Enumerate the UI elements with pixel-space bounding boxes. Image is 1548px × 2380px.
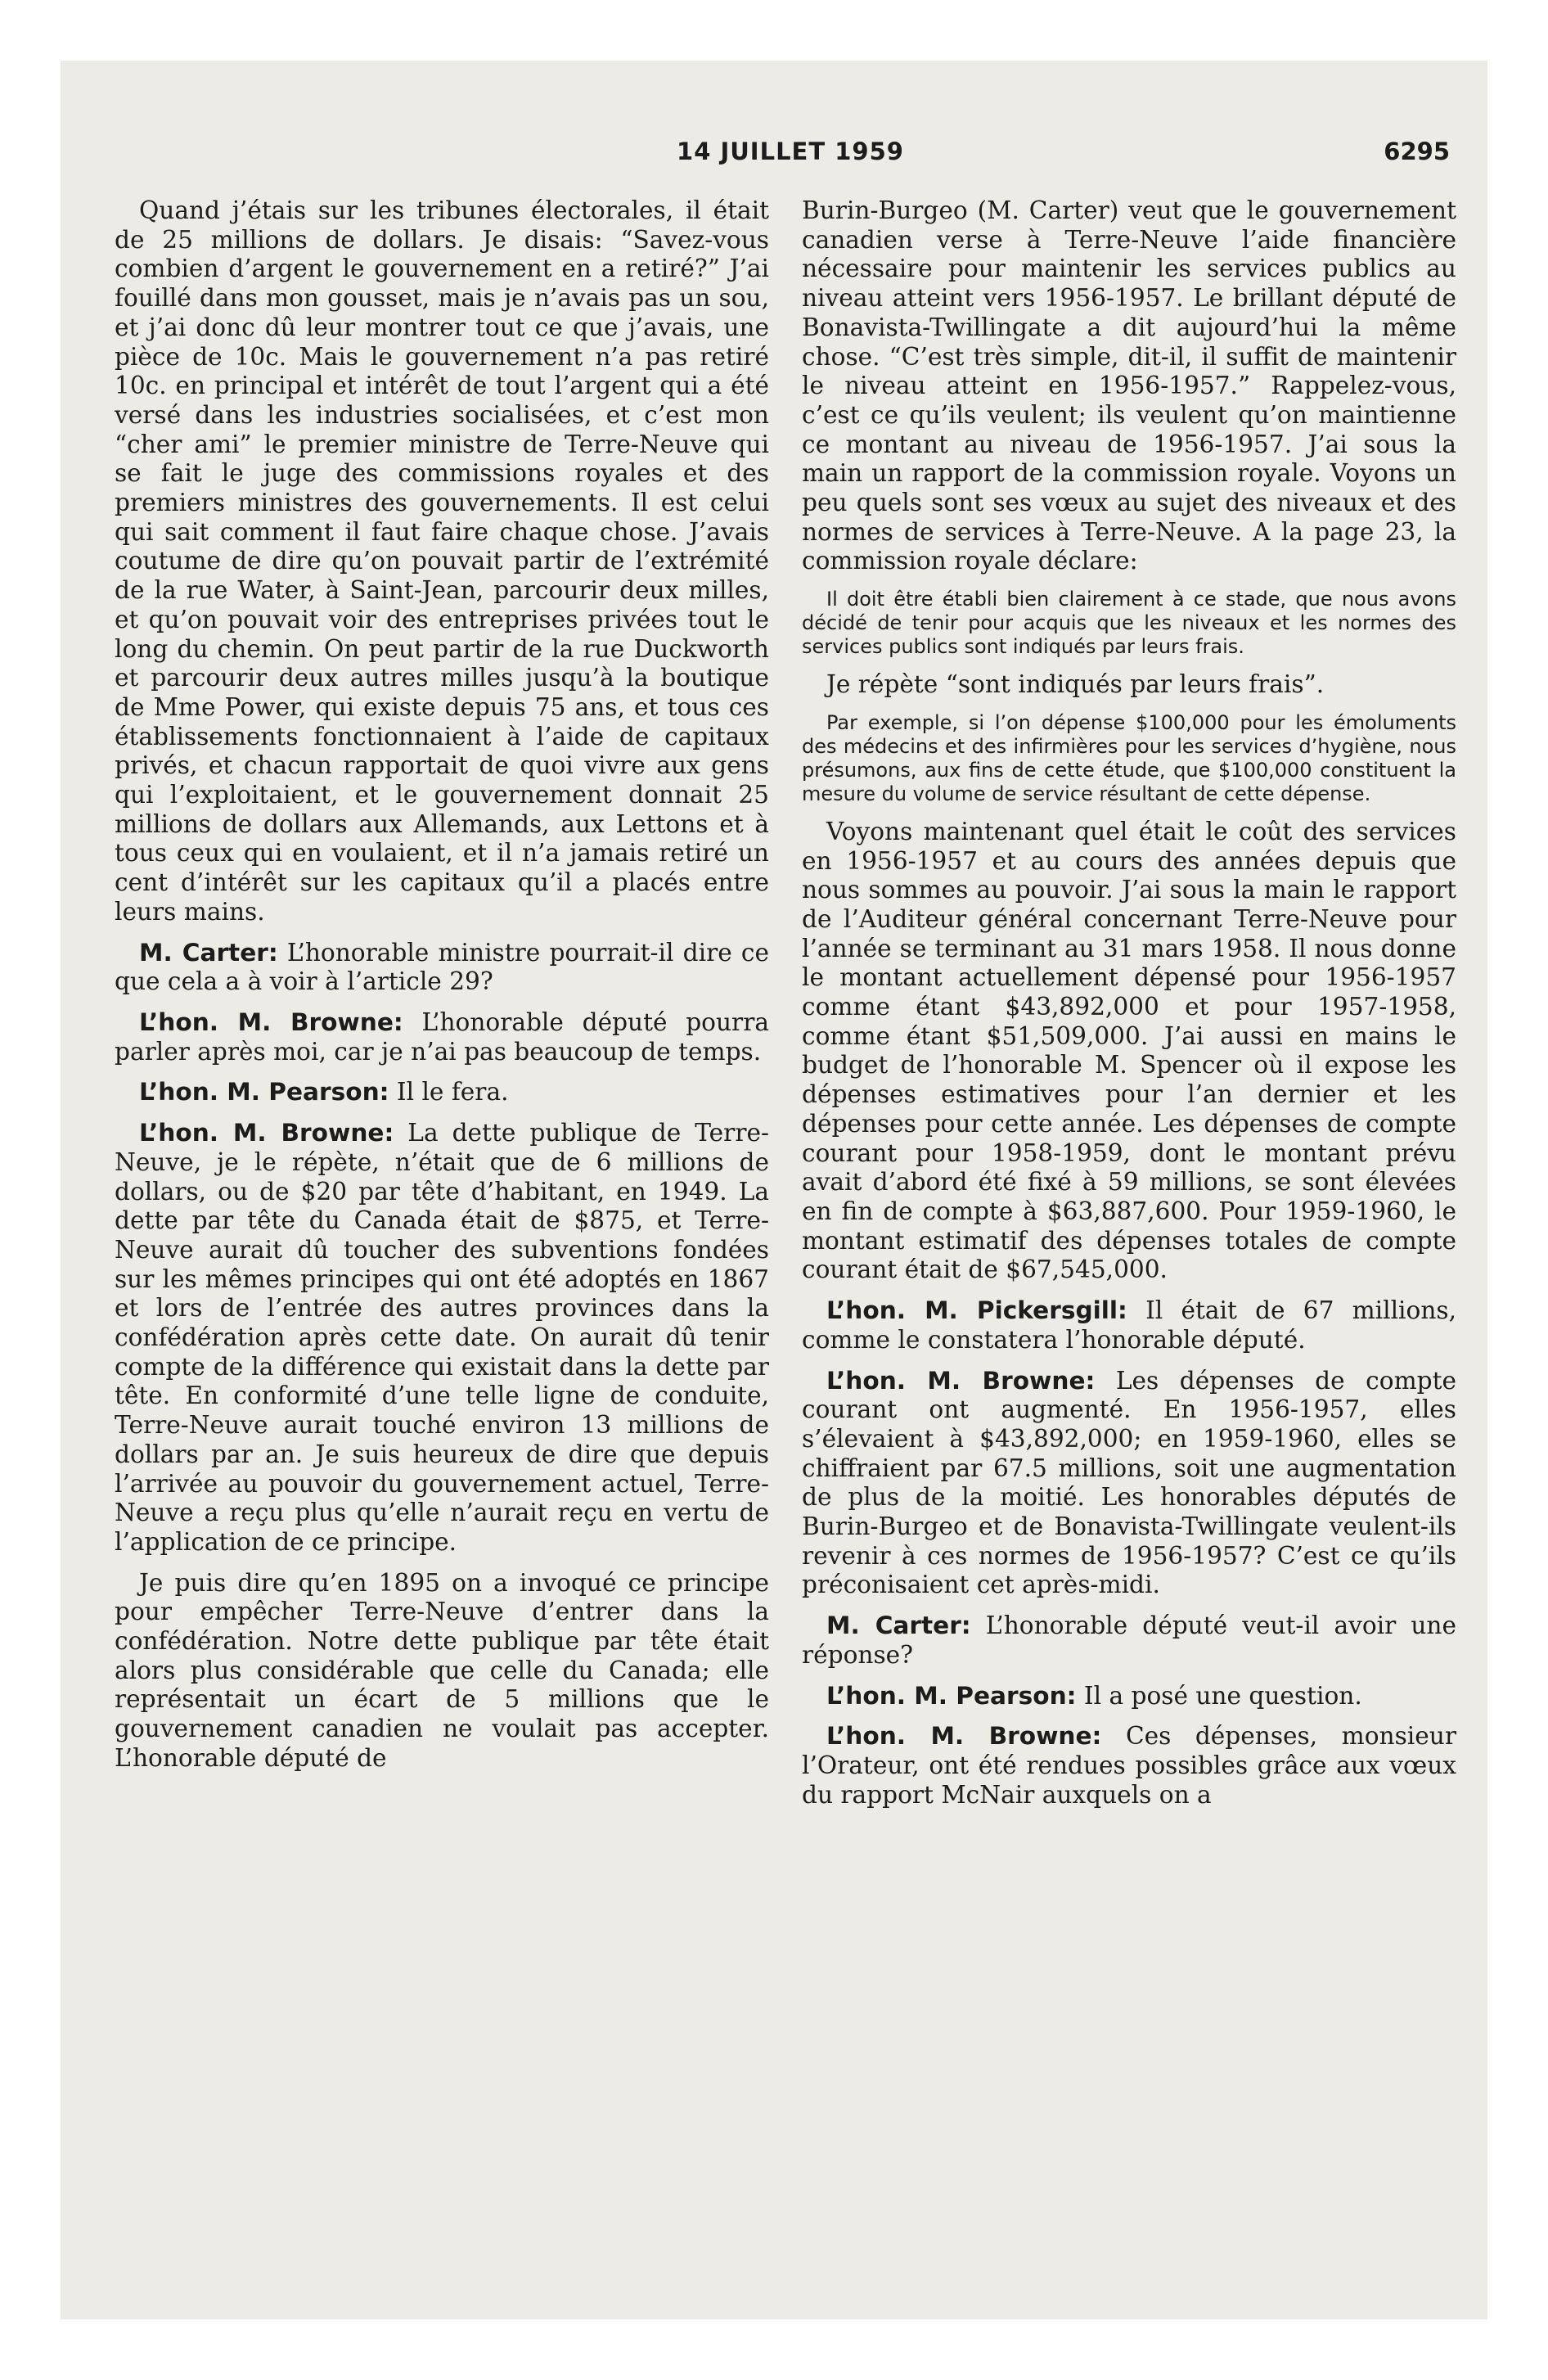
paragraph-text: Burin-Burgeo (M. Carter) veut que le gouvernement canadien verse à Terre-Neuve l’aide financière nécessaire pour maintenir les services publics au niveau atteint vers 1956-1957. Le brillant député de Bonavista-Twillingate a dit aujourd’hui la même chose. “C’est très simple, dit-il, il suffit de maintenir le niveau atteint en 1956-1957.” Rappelez-vous, c’est ce qu’ils veulent; ils veulent qu’on maintienne ce montant au niveau de 1956-1957. J’ai sous la main un rapport de la commission royale. Voyons un peu quels sont ses vœux au sujet des niveaux et des normes de services à Terre-Neuve. A la page 23, la commission royale déclare: [802, 196, 1456, 575]
speech-text: L’honorable ministre pourrait-il dire ce que cela a à voir à l’article 29? [115, 938, 769, 996]
quotation [802, 588, 1456, 659]
speech-text: Il était de 67 millions, comme le constatera l’honorable député. [802, 1296, 1456, 1354]
speaker-name: L’hon. M. Pickersgill: [826, 1296, 1127, 1325]
right-column [802, 196, 1456, 1821]
page-number: 6295 [1384, 137, 1450, 165]
speech-paragraph [802, 1722, 1456, 1810]
paragraph-text: Je répète “sont indiqués par leurs frais”. [826, 670, 1325, 699]
paragraph [802, 818, 1456, 1285]
speech-paragraph [115, 1008, 769, 1066]
paragraph [115, 1569, 769, 1774]
speech-text: Il le fera. [389, 1078, 509, 1107]
speech-text: L’honorable député pourra parler après moi, car je n’ai pas beaucoup de temps. [115, 1007, 769, 1066]
paragraph [115, 196, 769, 927]
speech-paragraph [115, 939, 769, 997]
speech-text: La dette publique de Terre-Neuve, je le répète, n’était que de 6 millions de dollars, ou de $20 par tête d’habitant, en 1949. La dette par tête du Canada était de $875, et Terre-Neuve aurait dû toucher des subventions fondées sur les mêmes principes qui ont été adoptés en 1867 et lors de l’entrée des autres provinces dans la confédération après cette date. On aurait dû tenir compte de la différence qui existait dans la dette par tête. En conformité d’une telle ligne de conduite, Terre-Neuve aurait touché environ 13 millions de dollars par an. Je suis heureux de dire que depuis l’arrivée au pouvoir du gouvernement actuel, Terre-Neuve a reçu plus qu’elle n’aurait reçu en vertu de l’application de ce principe. [115, 1119, 769, 1556]
speaker-name: M. Carter: [826, 1611, 971, 1640]
continued-paragraph [802, 196, 1456, 576]
quotation-text: Par exemple, si l’on dépense $100,000 pour les émoluments des médecins et des infirmières pour les services d’hygiène, nous présumons, aux fins de cette étude, que $100,000 constituent la mesure du volume de service résultant de cette dépense. [802, 710, 1456, 805]
page-header [131, 137, 1450, 178]
speech-text: Ces dépenses, monsieur l’Orateur, ont été rendues possibles grâce aux vœux du rapport McNair auxquels on a [802, 1722, 1456, 1809]
speech-text: L’honorable député veut-il avoir une réponse? [802, 1611, 1456, 1669]
paragraph [802, 670, 1456, 700]
speech-text: Il a posé une question. [1076, 1681, 1362, 1710]
speaker-name: M. Carter: [139, 938, 278, 967]
speaker-name: L’hon. M. Browne: [139, 1007, 403, 1036]
speaker-name: L’hon. M. Pearson: [826, 1681, 1077, 1710]
speech-text: Les dépenses de compte courant ont augmenté. En 1956-1957, elles s’élevaient à $43,892,000; en 1959-1960, elles se chiffraient par 67.5 millions, soit une augmentation de plus de la moitié. Les honorables députés de Burin-Burgeo et de Bonavista-Twillingate veulent-ils revenir à ces normes de 1956-1957? C’est ce qu’ils préconisaient cet après-midi. [802, 1366, 1456, 1599]
speaker-name: L’hon. M. Browne: [826, 1722, 1102, 1751]
speech-paragraph [802, 1682, 1456, 1711]
paragraph-text: Je puis dire qu’en 1895 on a invoqué ce principe pour empêcher Terre-Neuve d’entrer dans la confédération. Notre dette publique par tête était alors plus considérable que celle du Canada; elle représentait un écart de 5 millions que le gouvernement canadien ne voulait pas accepter. L’honorable député de [115, 1568, 769, 1772]
header-date: 14 JUILLET 1959 [677, 137, 904, 165]
speaker-name: L’hon. M. Browne: [826, 1366, 1096, 1395]
speaker-name: L’hon. M. Browne: [139, 1119, 394, 1147]
speech-paragraph [802, 1611, 1456, 1670]
speech-paragraph [115, 1078, 769, 1107]
quotation-text: Il doit être établi bien clairement à ce stade, que nous avons décidé de tenir pour acquis que les niveaux et les normes des services publics sont indiqués par leurs frais. [802, 588, 1456, 659]
paragraph-text: Voyons maintenant quel était le coût des services en 1956-1957 et au cours des années depuis que nous sommes au pouvoir. J’ai sous la main le rapport de l’Auditeur général concernant Terre-Neuve pour l’année se terminant au 31 mars 1958. Il nous donne le montant actuellement dépensé pour 1956-1957 comme étant $43,892,000 et pour 1957-1958, comme étant $51,509,000. J’ai aussi en mains le budget de l’honorable M. Spencer où il expose les dépenses estimatives pour l’an dernier et les dépenses pour cette année. Les dépenses de compte courant pour 1958-1959, dont le montant prévu avait d’abord été fixé à 59 millions, se sont élevées en fin de compte à $63,887,600. Pour 1959-1960, le montant estimatif des dépenses totales de compte courant était de $67,545,000. [802, 817, 1456, 1284]
paragraph-text: Quand j’étais sur les tribunes électorales, il était de 25 millions de dollars. Je disais: “Savez-vous combien d’argent le gouvernement en a retiré?” J’ai fouillé dans mon gousset, mais je n’avais pas un sou, et j’ai donc dû leur montrer tout ce que j’avais, une pièce de 10c. Mais le gouvernement n’a pas retiré 10c. en principal et intérêt de tout l’argent qui a été versé dans les industries socialisées, et c’est mon “cher ami” le premier ministre de Terre-Neuve qui se fait le juge des commissions royales et des premiers ministres des gouvernements. Il est celui qui sait comment il faut faire chaque chose. J’avais coutume de dire qu’on pouvait partir de l’extrémité de la rue Water, à Saint-Jean, parcourir deux milles, et qu’on pouvait voir des entreprises privées tout le long du chemin. On peut partir de la rue Duckworth et parcourir deux autres milles jusqu’à la boutique de Mme Power, qui existe depuis 75 ans, et tous ces établissements fonctionnaient à l’aide de capitaux privés, et chacun rapportait de quoi vivre aux gens qui l’exploitaient, et le gouvernement donnait 25 millions de dollars aux Allemands, aux Lettons et à tous ceux qui en voulaient, et il n’a jamais retiré un cent d’intérêt sur les capitaux qu’il a placés entre leurs mains. [115, 196, 769, 926]
left-column [115, 196, 769, 1785]
speech-paragraph [802, 1296, 1456, 1355]
quotation [802, 711, 1456, 806]
speaker-name: L’hon. M. Pearson: [139, 1078, 389, 1107]
speech-paragraph [115, 1119, 769, 1557]
speech-paragraph [802, 1367, 1456, 1601]
